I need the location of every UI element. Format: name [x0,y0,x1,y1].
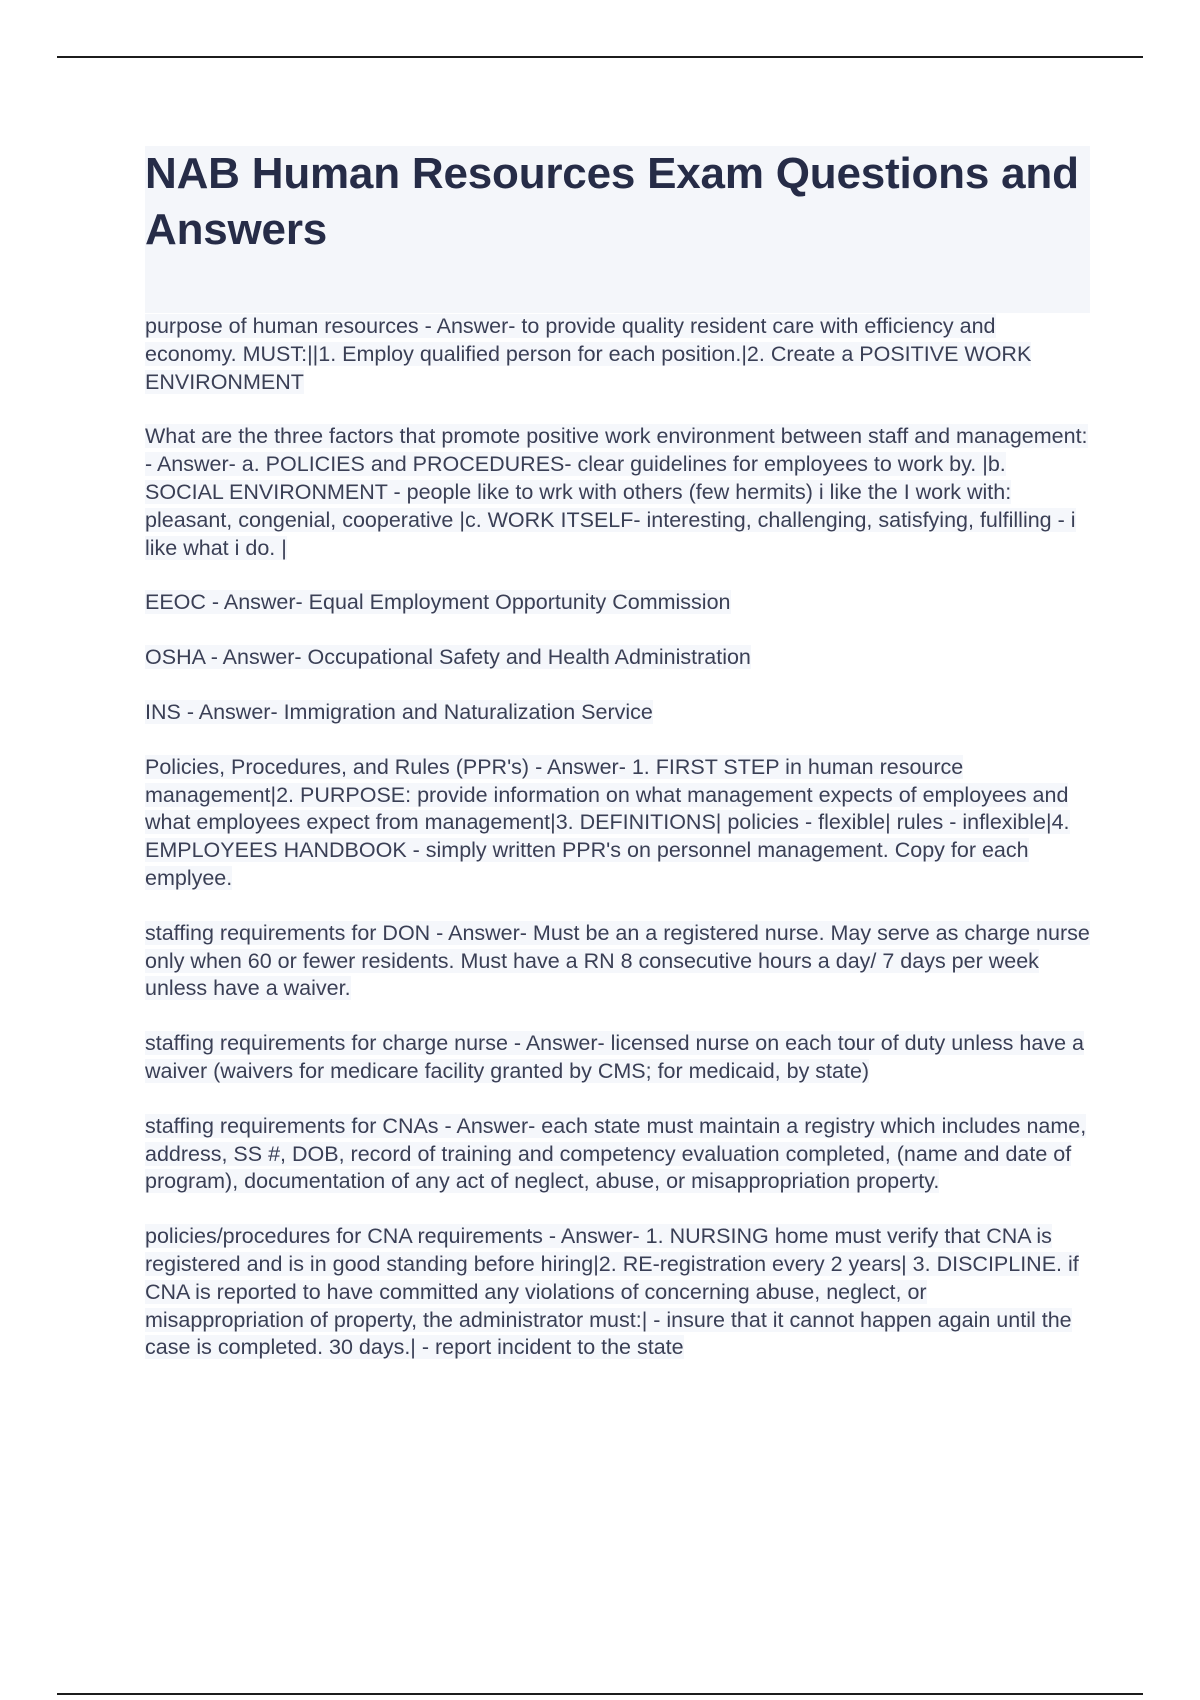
qa-entry [145,589,1090,617]
document-body [145,146,1090,1389]
footer-rule [57,1693,1143,1695]
document-title: NAB Human Resources Exam Questions and Answers [145,149,1079,254]
qa-entry [145,644,1090,672]
qa-entry [145,1030,1090,1086]
qa-entry [145,699,1090,727]
qa-text: EEOC - Answer- Equal Employment Opportunity Commission [145,590,731,615]
qa-text: staffing requirements for charge nurse - Answer- licensed nurse on each tour of duty unless have a waiver (waivers for medicare facility granted by CMS; for medicaid, by state) [145,1031,1084,1083]
header-rule [57,56,1143,58]
qa-text: staffing requirements for DON - Answer- Must be an a registered nurse. May serve as charge nurse only when 60 or fewer residents. Must have a RN 8 consecutive hours a day/ 7 days per week unless have a waiver. [145,920,1090,1001]
title-block [145,146,1090,313]
qa-list [145,313,1090,1362]
qa-text: staffing requirements for CNAs - Answer- each state must maintain a registry which includes name, address, SS #, DOB, record of training and competency evaluation completed, (name and date of program), documentation of any act of neglect, abuse, or misappropriation property. [145,1113,1087,1194]
qa-entry [145,1113,1090,1196]
qa-text: INS - Answer- Immigration and Naturalization Service [145,699,653,724]
qa-text: OSHA - Answer- Occupational Safety and Health Administration [145,645,751,670]
qa-text: purpose of human resources - Answer- to provide quality resident care with efficiency and economy. MUST:||1. Employ qualified person for each position.|2. Create a POSITIVE WORK ENVIRONMENT [145,314,1032,394]
qa-entry [145,920,1090,1003]
qa-entry [145,1223,1090,1362]
qa-entry [145,423,1090,562]
qa-text: policies/procedures for CNA requirements - Answer- 1. NURSING home must verify that CNA is registered and is in good standing before hiring|2. RE-registration every 2 years| 3. DISCIPLINE. if CNA is reported to have committed any violations of concerning abuse, neglect, or misappropriation of property, the administrator must:| - insure that it cannot happen again until the case is completed. 30 days.| - report incident to the state [145,1224,1079,1360]
qa-entry [145,313,1090,396]
qa-text: What are the three factors that promote positive work environment between staff and management: - Answer- a. POLICIES and PROCEDURES- clear guidelines for employees to work by. |b. SOCIAL ENVIRONMENT - people like to wrk with others (few hermits) i like the I work with: pleasant, congenial, cooperative |c. WORK ITSELF- interesting, challenging, satisfying, fulfilling - i like what i do. | [145,424,1088,560]
qa-entry [145,754,1090,893]
qa-text: Policies, Procedures, and Rules (PPR's) - Answer- 1. FIRST STEP in human resource management|2. PURPOSE: provide information on what management expects of employees and what employees expect from management|3. DEFINITIONS| policies - flexible| rules - inflexible|4. EMPLOYEES HANDBOOK - simply written PPR's on personnel management. Copy for each emplyee. [145,754,1070,890]
